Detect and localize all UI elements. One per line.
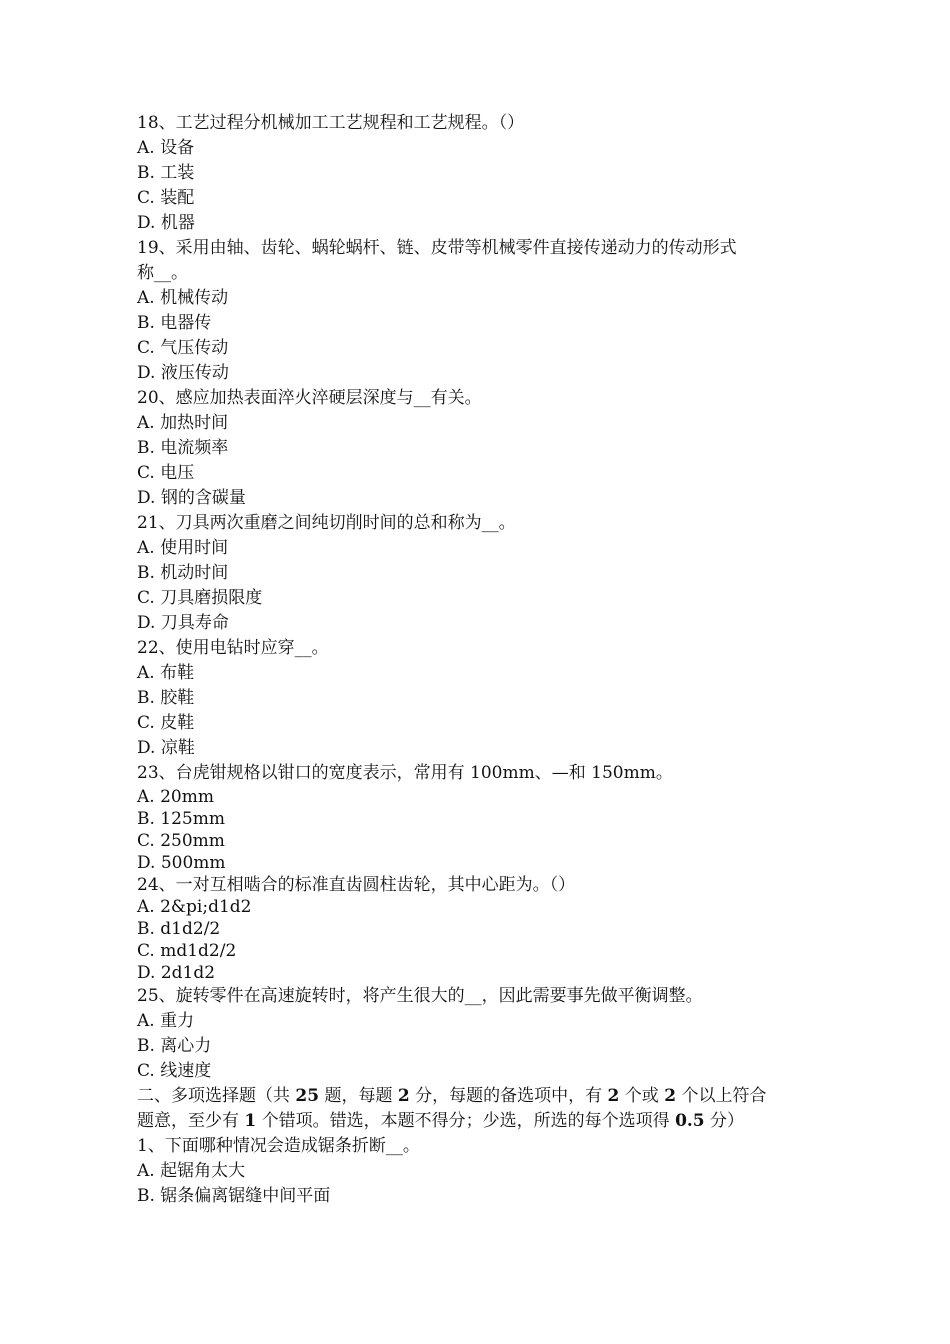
question-22-option-d: D. 凉鞋 — [137, 738, 195, 758]
question-20-option-d: D. 钢的含碳量 — [137, 488, 246, 508]
question-25-option-a: A. 重力 — [137, 1011, 195, 1031]
section-2-heading-line1: 二、多项选择题（共 25 题，每题 2 分，每题的备选项中，有 2 个或 2 个以上符合 — [137, 1086, 767, 1106]
question-18-option-d: D. 机器 — [137, 213, 195, 233]
question-24-option-d: D. 2d1d2 — [137, 963, 216, 983]
question-23-stem: 23、台虎钳规格以钳口的宽度表示，常用有 100mm、—和 150mm。 — [137, 763, 673, 783]
question-23-option-a: A. 20mm — [137, 787, 214, 807]
question-24-option-a: A. 2&pi;d1d2 — [137, 897, 252, 917]
multi-question-1-option-a: A. 起锯角太大 — [137, 1161, 246, 1181]
document-body — [137, 111, 827, 1209]
question-22-option-c: C. 皮鞋 — [137, 713, 195, 733]
question-24-option-c: C. md1d2/2 — [137, 941, 237, 961]
question-24-option-b: B. d1d2/2 — [137, 919, 221, 939]
question-20-option-c: C. 电压 — [137, 463, 195, 483]
question-23-option-b: B. 125mm — [137, 809, 225, 829]
question-18-stem: 18、工艺过程分机械加工工艺规程和工艺规程。（） — [137, 113, 525, 133]
question-22-option-b: B. 胶鞋 — [137, 688, 195, 708]
question-22-option-a: A. 布鞋 — [137, 663, 195, 683]
question-21-option-c: C. 刀具磨损限度 — [137, 588, 263, 608]
question-21-option-a: A. 使用时间 — [137, 538, 229, 558]
multi-question-1-option-b: B. 锯条偏离锯缝中间平面 — [137, 1186, 331, 1206]
multi-question-1-stem: 1、下面哪种情况会造成锯条折断__。 — [137, 1136, 420, 1156]
question-19-stem-line2: 称__。 — [137, 263, 188, 283]
question-18-option-c: C. 装配 — [137, 188, 195, 208]
question-23-option-d: D. 500mm — [137, 853, 226, 873]
question-25-stem: 25、旋转零件在高速旋转时，将产生很大的__，因此需要事先做平衡调整。 — [137, 986, 703, 1006]
question-21-option-d: D. 刀具寿命 — [137, 613, 229, 633]
question-18-option-a: A. 设备 — [137, 138, 195, 158]
section-2-heading-line2: 题意，至少有 1 个错项。错选，本题不得分；少选，所选的每个选项得 0.5 分） — [137, 1111, 745, 1131]
question-21-option-b: B. 机动时间 — [137, 563, 229, 583]
question-20-option-b: B. 电流频率 — [137, 438, 229, 458]
question-25-option-c: C. 线速度 — [137, 1061, 212, 1081]
question-19-option-d: D. 液压传动 — [137, 363, 229, 383]
question-19-stem-line1: 19、采用由轴、齿轮、蜗轮蜗杆、链、皮带等机械零件直接传递动力的传动形式 — [137, 238, 737, 258]
question-22-stem: 22、使用电钻时应穿__。 — [137, 638, 329, 658]
question-19-option-c: C. 气压传动 — [137, 338, 229, 358]
question-18-option-b: B. 工装 — [137, 163, 195, 183]
question-19-option-b: B. 电器传 — [137, 313, 212, 333]
question-24-stem: 24、一对互相啮合的标准直齿圆柱齿轮，其中心距为。（） — [137, 875, 576, 895]
question-20-stem: 20、感应加热表面淬火淬硬层深度与__有关。 — [137, 388, 482, 408]
question-23-option-c: C. 250mm — [137, 831, 225, 851]
question-25-option-b: B. 离心力 — [137, 1036, 212, 1056]
question-19-option-a: A. 机械传动 — [137, 288, 229, 308]
question-20-option-a: A. 加热时间 — [137, 413, 229, 433]
question-21-stem: 21、刀具两次重磨之间纯切削时间的总和称为__。 — [137, 513, 516, 533]
